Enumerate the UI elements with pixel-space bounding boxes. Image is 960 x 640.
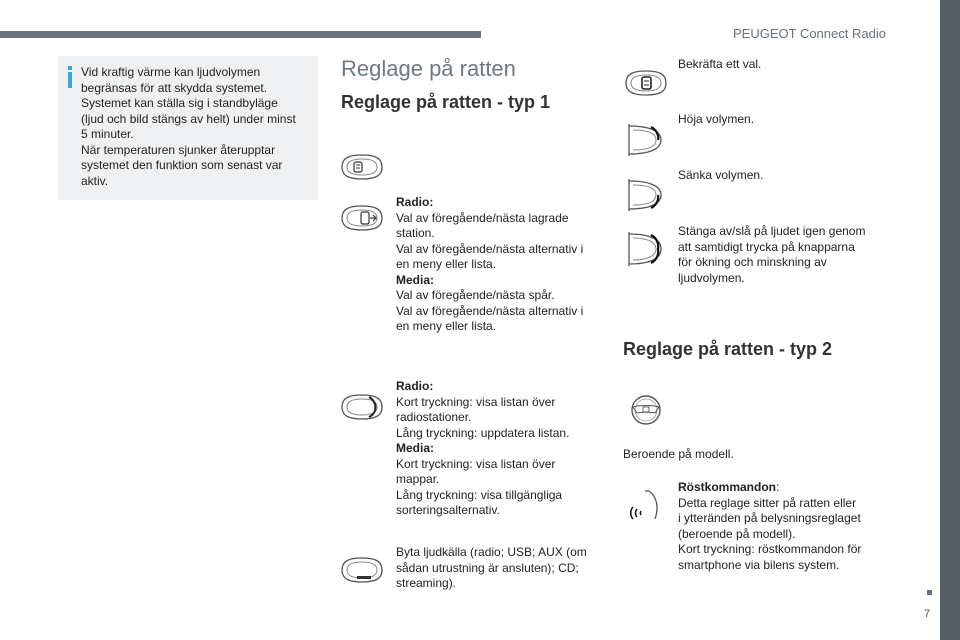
type2-title: Reglage på ratten - typ 2 bbox=[623, 339, 833, 359]
section-title: Reglage på ratten bbox=[341, 56, 516, 81]
info-box bbox=[58, 56, 318, 200]
voice-colon: : bbox=[776, 480, 780, 494]
model-note: Beroende på modell. bbox=[623, 447, 734, 461]
voice-command-icon bbox=[627, 485, 667, 525]
confirm-button-icon bbox=[623, 68, 669, 98]
voice-label: Röstkommandon bbox=[678, 480, 777, 494]
media-label-2: Media: bbox=[396, 441, 435, 455]
rotate-description bbox=[396, 195, 601, 335]
page-marker bbox=[927, 590, 932, 595]
info-icon bbox=[65, 66, 75, 88]
press-radio-text: Kort tryckning: visa listan över radiostationer. Lång tryckning: uppdatera listan. bbox=[396, 394, 570, 440]
press-description bbox=[396, 379, 601, 519]
volume-down-description: Sänka volymen. bbox=[678, 168, 764, 182]
volume-up-icon bbox=[623, 120, 665, 160]
confirm-description: Bekräfta ett val. bbox=[678, 57, 762, 71]
mute-description: Stänga av/slå på ljudet igen genom att samtidigt trycka på knapparna för ökning och minskning av ljudvolymen. bbox=[678, 224, 866, 285]
rotate-radio-text: Val av föregående/nästa lagrade station. Val av föregående/nästa alternativ i en meny eller lista. bbox=[396, 210, 584, 271]
header-title: PEUGEOT Connect Radio bbox=[733, 26, 886, 41]
source-button-icon bbox=[339, 555, 385, 585]
mute-icon bbox=[623, 228, 665, 270]
voice-description bbox=[678, 480, 883, 573]
press-end-icon bbox=[339, 392, 385, 422]
media-label: Media: bbox=[396, 272, 435, 287]
volume-up-description: Höja volymen. bbox=[678, 112, 755, 126]
info-text: Vid kraftig värme kan ljudvolymen begränsas för att skydda systemet. Systemet kan ställa sig i standbyläge (ljud och bild stängs av helt) under minst 5 minuter. När temperaturen sjunker återupptar systemet den funktion som senast var aktiv. bbox=[81, 65, 296, 188]
steering-wheel-icon bbox=[623, 393, 669, 427]
source-description: Byta ljudkälla (radio; USB; AUX (om sådan utrustning är ansluten); CD; streaming). bbox=[396, 545, 587, 590]
voice-text: Detta reglage sitter på ratten eller i ytteränden på belysningsreglaget (beroende på modell). Kort tryckning: röstkommandon för smartphone via bilens system. bbox=[678, 495, 862, 572]
press-media-text: Kort tryckning: visa listan över mappar. Lång tryckning: visa tillgängliga sorteringsalternativ. bbox=[396, 456, 563, 517]
radio-label-2: Radio: bbox=[396, 379, 434, 393]
type1-title: Reglage på ratten - typ 1 bbox=[341, 92, 551, 112]
page-number: 7 bbox=[924, 608, 931, 620]
header-rule bbox=[0, 31, 481, 38]
rotate-media-text: Val av föregående/nästa spår. Val av föregående/nästa alternativ i en meny eller lista. bbox=[396, 288, 584, 333]
side-bar bbox=[940, 0, 960, 640]
rotate-wheel-icon bbox=[339, 203, 385, 233]
control-stalk-icon bbox=[339, 152, 385, 182]
radio-label: Radio: bbox=[396, 195, 434, 209]
volume-down-icon bbox=[623, 175, 665, 215]
